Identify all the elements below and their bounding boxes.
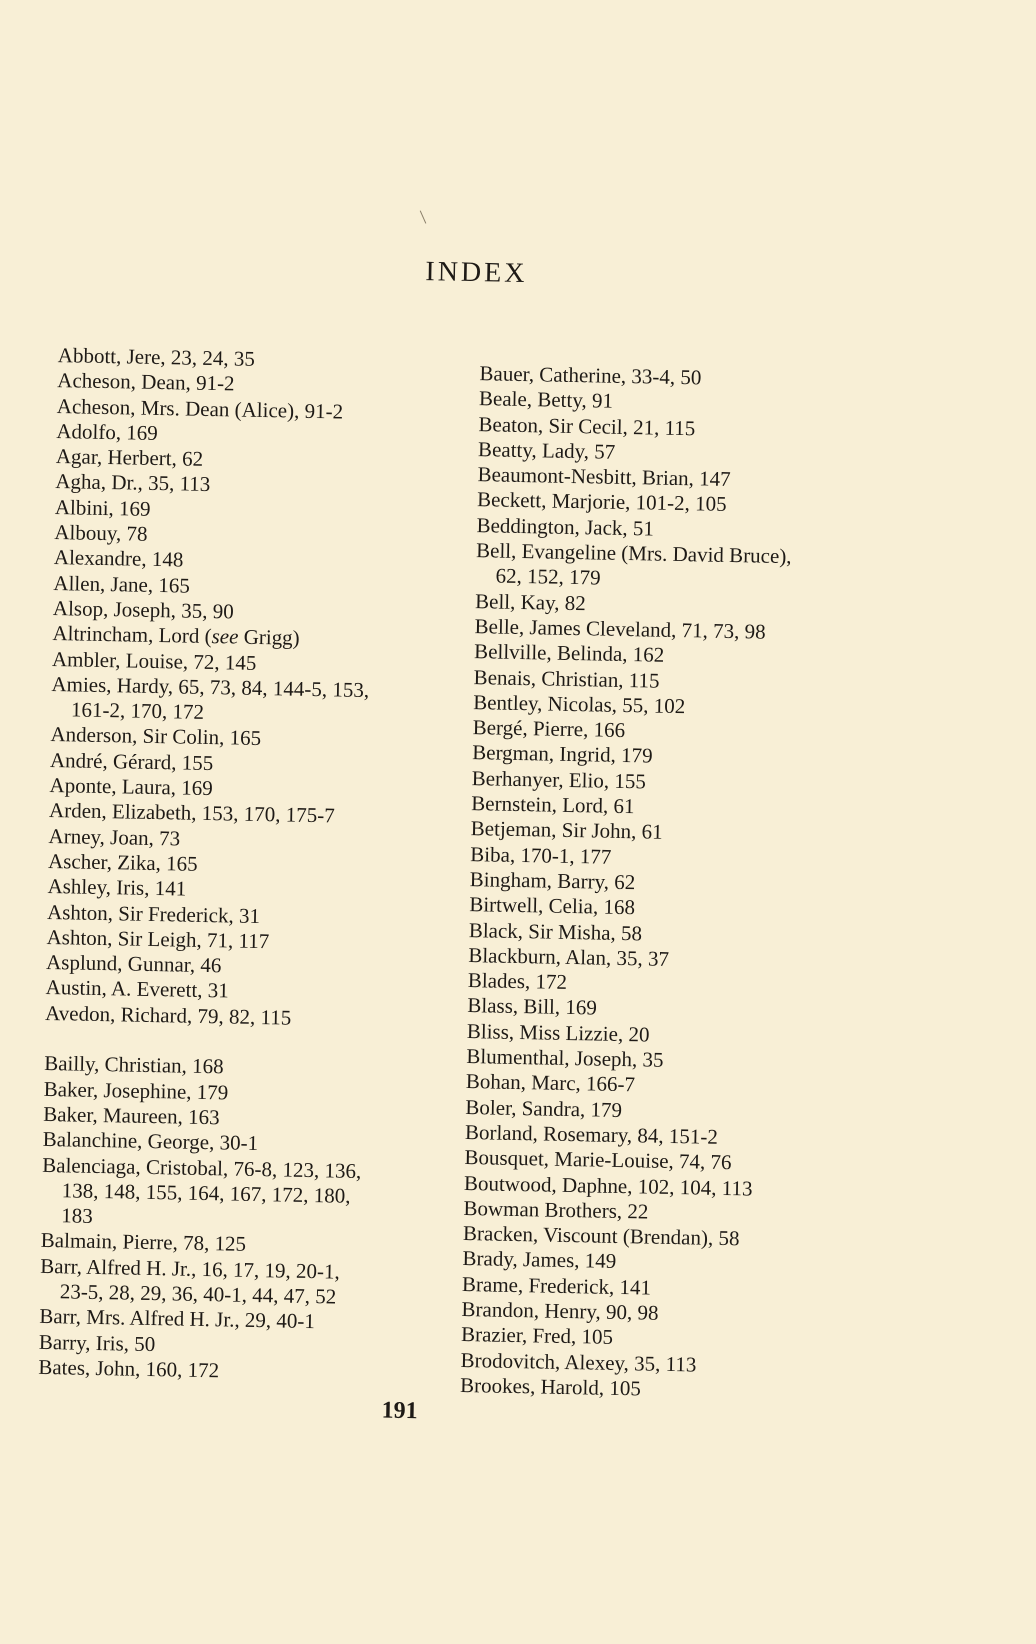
- entry-text: Amies, Hardy, 65, 73, 84, 144-5, 153,: [51, 672, 369, 702]
- entry-text: Balmain, Pierre, 78, 125: [41, 1228, 247, 1256]
- page-number: 191: [0, 1390, 810, 1433]
- entry-text: Acheson, Mrs. Dean (Alice), 91-2: [57, 394, 344, 423]
- entry-text: Ashton, Sir Frederick, 31: [47, 900, 260, 928]
- entry-text: Barr, Alfred H. Jr., 16, 17, 19, 20-1,: [40, 1254, 340, 1284]
- entry-text: Acheson, Dean, 91-2: [57, 368, 235, 395]
- entry-text: Ambler, Louise, 72, 145: [52, 647, 257, 675]
- entry-text: Boutwood, Daphne, 102, 104, 113: [464, 1171, 753, 1201]
- entry-text: Beaumont-Nesbitt, Brian, 147: [477, 462, 731, 491]
- entry-text: Abbott, Jere, 23, 24, 35: [58, 343, 256, 371]
- entry-text: André, Gérard, 155: [50, 748, 214, 775]
- index-column-left: [38, 343, 458, 1388]
- entry-italic-text: see: [211, 624, 238, 649]
- entry-text: 23-5, 28, 29, 36, 40-1, 44, 47, 52: [60, 1279, 337, 1308]
- entry-text: Bauer, Catherine, 33-4, 50: [479, 361, 701, 389]
- entry-text: Betjeman, Sir John, 61: [471, 816, 663, 844]
- entry-text: Bellville, Belinda, 162: [474, 639, 665, 667]
- entry-text: Blades, 172: [468, 968, 568, 994]
- entry-text: Ashley, Iris, 141: [47, 874, 186, 901]
- entry-text: Baker, Josephine, 179: [43, 1077, 228, 1105]
- entry-text: 161-2, 170, 172: [71, 698, 204, 725]
- entry-text: Bell, Evangeline (Mrs. David Bruce),: [476, 538, 792, 568]
- entry-text: Bliss, Miss Lizzie, 20: [467, 1019, 650, 1047]
- entry-text: Adolfo, 169: [56, 419, 158, 445]
- entry-text: Borland, Rosemary, 84, 151-2: [465, 1120, 718, 1149]
- entry-text: Belle, James Cleveland, 71, 73, 98: [474, 614, 765, 644]
- entry-text: Bowman Brothers, 22: [463, 1196, 648, 1224]
- entry-text: Brodovitch, Alexey, 35, 113: [460, 1348, 696, 1377]
- entry-text: Albouy, 78: [54, 520, 148, 546]
- entry-text: Bingham, Barry, 62: [470, 867, 636, 894]
- entry-text: Aponte, Laura, 169: [49, 773, 213, 800]
- entry-text: Bracken, Viscount (Brendan), 58: [463, 1221, 740, 1250]
- entry-text: Black, Sir Misha, 58: [469, 918, 643, 945]
- entry-text: Bates, John, 160, 172: [38, 1355, 219, 1382]
- entry-text: 62, 152, 179: [495, 564, 600, 590]
- entry-text: Balenciaga, Cristobal, 76-8, 123, 136,: [42, 1152, 361, 1182]
- entry-text: Austin, A. Everett, 31: [45, 975, 229, 1003]
- entry-text: Albini, 169: [55, 495, 151, 521]
- entry-text: Brame, Frederick, 141: [462, 1272, 651, 1300]
- entry-text: Boler, Sandra, 179: [465, 1095, 622, 1122]
- entry-text: Ashton, Sir Leigh, 71, 117: [46, 925, 269, 953]
- entry-text: Bailly, Christian, 168: [44, 1051, 224, 1078]
- entry-text: Brandon, Henry, 90, 98: [461, 1297, 658, 1325]
- entry-text: Blumenthal, Joseph, 35: [466, 1044, 664, 1072]
- entry-text: Avedon, Richard, 79, 82, 115: [45, 1001, 292, 1030]
- entry-text: Bentley, Nicolas, 55, 102: [473, 690, 686, 718]
- entry-text: Biba, 170-1, 177: [470, 842, 612, 869]
- entry-text: Beatty, Lady, 57: [478, 437, 616, 464]
- entry-text: Beddington, Jack, 51: [476, 513, 654, 540]
- entry-text: Anderson, Sir Colin, 165: [50, 722, 261, 750]
- entry-text: Baker, Maureen, 163: [43, 1102, 220, 1129]
- entry-text: Agha, Dr., 35, 113: [55, 470, 210, 497]
- index-column-right: [460, 361, 900, 1406]
- page-title: INDEX: [11, 248, 941, 298]
- entry-text: Brazier, Fred, 105: [461, 1322, 613, 1349]
- entry-text: Beaton, Sir Cecil, 21, 115: [478, 412, 695, 440]
- entry-text: Blass, Bill, 169: [467, 993, 597, 1019]
- pencil-mark: [420, 210, 427, 223]
- entry-text: Bergé, Pierre, 166: [473, 715, 626, 742]
- entry-text: Beckett, Marjorie, 101-2, 105: [477, 488, 727, 517]
- entry-text: Blackburn, Alan, 35, 37: [468, 943, 669, 971]
- entry-text: Grigg): [238, 625, 300, 650]
- entry-text: 183: [61, 1203, 93, 1228]
- entry-text: Benais, Christian, 115: [473, 665, 659, 693]
- entry-text: Bell, Kay, 82: [475, 589, 586, 615]
- entry-text: Alsop, Joseph, 35, 90: [53, 596, 234, 623]
- entry-text: Arden, Elizabeth, 153, 170, 175-7: [49, 798, 335, 827]
- entry-text: 138, 148, 155, 164, 167, 172, 180,: [62, 1178, 351, 1208]
- entry-text: Arney, Joan, 73: [48, 824, 180, 851]
- entry-text: Barr, Mrs. Alfred H. Jr., 29, 40-1: [39, 1304, 315, 1333]
- entry-text: Bernstein, Lord, 61: [471, 791, 635, 818]
- entry-text: Alexandre, 148: [54, 545, 184, 571]
- entry-text: Balanchine, George, 30-1: [43, 1127, 259, 1155]
- entry-text: Altrincham, Lord (: [52, 621, 212, 648]
- entry-text: Brady, James, 149: [462, 1246, 616, 1273]
- entry-text: Bergman, Ingrid, 179: [472, 741, 653, 768]
- entry-text: Ascher, Zika, 165: [48, 849, 198, 876]
- entry-text: Barry, Iris, 50: [39, 1329, 156, 1355]
- entry-text: Beale, Betty, 91: [479, 386, 613, 413]
- entry-text: Berhanyer, Elio, 155: [472, 766, 647, 793]
- entry-text: Bohan, Marc, 166-7: [466, 1069, 636, 1096]
- entry-text: Allen, Jane, 165: [53, 571, 190, 598]
- entry-text: Asplund, Gunnar, 46: [46, 950, 222, 977]
- entry-text: Brookes, Harold, 105: [460, 1373, 641, 1400]
- entry-text: Agar, Herbert, 62: [56, 444, 204, 471]
- entry-text: Bousquet, Marie-Louise, 74, 76: [464, 1145, 732, 1174]
- entry-text: Birtwell, Celia, 168: [469, 892, 635, 919]
